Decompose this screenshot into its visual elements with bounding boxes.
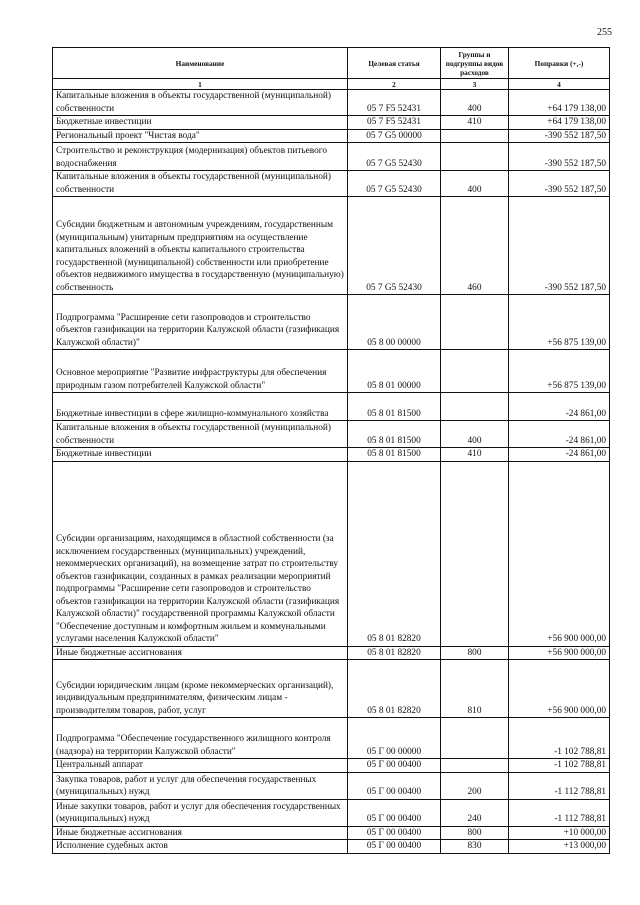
row-name: Капитальные вложения в объекты государственной (муниципальной) собственности [53, 90, 348, 116]
row-group [441, 759, 509, 773]
row-amount: +56 900 000,00 [509, 461, 610, 646]
table-row [53, 116, 610, 130]
row-code: 05 8 01 81500 [348, 421, 441, 448]
table-row [53, 350, 610, 393]
table-row [53, 143, 610, 171]
row-group: 240 [441, 799, 509, 826]
row-code: 05 8 01 81500 [348, 448, 441, 462]
row-code: 05 7 G5 52430 [348, 197, 441, 295]
row-code: 05 Г 00 00400 [348, 799, 441, 826]
row-amount: -1 112 788,81 [509, 772, 610, 799]
row-amount: -390 552 187,50 [509, 197, 610, 295]
row-code: 05 7 F5 52431 [348, 90, 441, 116]
row-name: Строительство и реконструкция (модернизация) объектов питьевого водоснабжения [53, 143, 348, 171]
row-amount: -1 102 788,81 [509, 759, 610, 773]
row-group: 400 [441, 171, 509, 197]
row-amount: -390 552 187,50 [509, 143, 610, 171]
row-code: 05 7 F5 52431 [348, 116, 441, 130]
row-code: 05 7 G5 52430 [348, 143, 441, 171]
row-group: 460 [441, 197, 509, 295]
row-amount: -390 552 187,50 [509, 171, 610, 197]
row-code: 05 8 01 81500 [348, 393, 441, 421]
table-row [53, 826, 610, 840]
row-name: Иные бюджетные ассигнования [53, 826, 348, 840]
row-code: 05 8 01 82820 [348, 461, 441, 646]
row-code: 05 8 01 82820 [348, 660, 441, 718]
table-row [53, 718, 610, 759]
row-amount: +56 900 000,00 [509, 646, 610, 660]
row-name: Капитальные вложения в объекты государственной (муниципальной) собственности [53, 171, 348, 197]
row-code: 05 Г 00 00400 [348, 826, 441, 840]
column-number: 1 [53, 79, 348, 90]
row-amount: +10 000,00 [509, 826, 610, 840]
row-group: 400 [441, 90, 509, 116]
column-number: 2 [348, 79, 441, 90]
row-name: Иные закупки товаров, работ и услуг для обеспечения государственных (муниципальных) нужд [53, 799, 348, 826]
row-code: 05 8 01 82820 [348, 646, 441, 660]
header-group: Группы и подгруппы видов расходов [441, 48, 509, 79]
row-group [441, 718, 509, 759]
row-amount: -1 112 788,81 [509, 799, 610, 826]
table-row [53, 421, 610, 448]
row-name: Основное мероприятие "Развитие инфраструктуры для обеспечения природным газом потребителей Калужской области" [53, 350, 348, 393]
row-group: 800 [441, 826, 509, 840]
row-group [441, 129, 509, 143]
row-name: Региональный проект "Чистая вода" [53, 129, 348, 143]
table-row [53, 660, 610, 718]
row-group: 800 [441, 646, 509, 660]
row-amount: -1 102 788,81 [509, 718, 610, 759]
row-name: Бюджетные инвестиции [53, 116, 348, 130]
row-name: Закупка товаров, работ и услуг для обеспечения государственных (муниципальных) нужд [53, 772, 348, 799]
row-name: Бюджетные инвестиции [53, 448, 348, 462]
column-number: 4 [509, 79, 610, 90]
row-name: Подпрограмма "Обеспечение государственного жилищного контроля (надзора) на территории Калужской области" [53, 718, 348, 759]
table-row [53, 772, 610, 799]
table-row [53, 171, 610, 197]
row-code: 05 8 00 00000 [348, 295, 441, 350]
row-amount: +56 875 139,00 [509, 350, 610, 393]
table-row [53, 295, 610, 350]
table-row [53, 759, 610, 773]
row-amount: -24 861,00 [509, 448, 610, 462]
row-code: 05 Г 00 00400 [348, 772, 441, 799]
row-name: Субсидии организациям, находящимся в областной собственности (за исключением государственных (муниципальных) учреждений, некоммерческих организаций), на возмещение затрат по строительству объектов газификации, созданных в рамках реализации мероприятий подпрограммы "Расширение сети газопроводов и строительство объектов газификации на территории Калужской области (газификация Калужской области)" государственной программы Калужской области "Обеспечение доступным и комфортным жильем и коммунальными услугами населения Калужской области" [53, 461, 348, 646]
header-amount: Поправки (+,-) [509, 48, 610, 79]
row-name: Иные бюджетные ассигнования [53, 646, 348, 660]
row-code: 05 Г 00 00400 [348, 840, 441, 854]
table-row [53, 129, 610, 143]
row-name: Подпрограмма "Расширение сети газопроводов и строительство объектов газификации на территории Калужской области (газификация Калужской области)" [53, 295, 348, 350]
row-name: Бюджетные инвестиции в сфере жилищно-коммунального хозяйства [53, 393, 348, 421]
page-number: 255 [597, 27, 612, 38]
row-group [441, 350, 509, 393]
table-row [53, 646, 610, 660]
row-name: Капитальные вложения в объекты государственной (муниципальной) собственности [53, 421, 348, 448]
header-name: Наименование [53, 48, 348, 79]
column-number-row [53, 79, 610, 90]
table-row [53, 90, 610, 116]
row-group [441, 461, 509, 646]
row-group: 400 [441, 421, 509, 448]
row-amount: +56 875 139,00 [509, 295, 610, 350]
row-group: 830 [441, 840, 509, 854]
row-group [441, 295, 509, 350]
row-amount: -24 861,00 [509, 393, 610, 421]
row-amount: -390 552 187,50 [509, 129, 610, 143]
row-code: 05 8 01 00000 [348, 350, 441, 393]
row-code: 05 Г 00 00000 [348, 718, 441, 759]
header-row [53, 48, 610, 79]
row-name: Центральный аппарат [53, 759, 348, 773]
table-row [53, 448, 610, 462]
row-group: 410 [441, 116, 509, 130]
row-name: Субсидии бюджетным и автономным учреждениям, государственным (муниципальным) унитарным предприятиям на осуществление капитальных вложений в объекты капитального строительства государственной (муниципальной) собственности или приобретение объектов недвижимого имущества в государственную (муниципальную) собственность [53, 197, 348, 295]
header-code: Целевая статья [348, 48, 441, 79]
row-group: 810 [441, 660, 509, 718]
table-row [53, 461, 610, 646]
row-amount: +64 179 138,00 [509, 116, 610, 130]
row-name: Субсидии юридическим лицам (кроме некоммерческих организаций), индивидуальным предпринимателям, физическим лицам - производителям товаров, работ, услуг [53, 660, 348, 718]
row-group: 200 [441, 772, 509, 799]
table-row [53, 197, 610, 295]
row-group [441, 393, 509, 421]
column-number: 3 [441, 79, 509, 90]
table-row [53, 799, 610, 826]
row-amount: -24 861,00 [509, 421, 610, 448]
row-group [441, 143, 509, 171]
row-amount: +64 179 138,00 [509, 90, 610, 116]
row-amount: +56 900 000,00 [509, 660, 610, 718]
row-code: 05 Г 00 00400 [348, 759, 441, 773]
budget-table [52, 47, 610, 854]
table-row [53, 840, 610, 854]
table-row [53, 393, 610, 421]
row-amount: +13 000,00 [509, 840, 610, 854]
row-name: Исполнение судебных актов [53, 840, 348, 854]
row-code: 05 7 G5 00000 [348, 129, 441, 143]
row-code: 05 7 G5 52430 [348, 171, 441, 197]
row-group: 410 [441, 448, 509, 462]
